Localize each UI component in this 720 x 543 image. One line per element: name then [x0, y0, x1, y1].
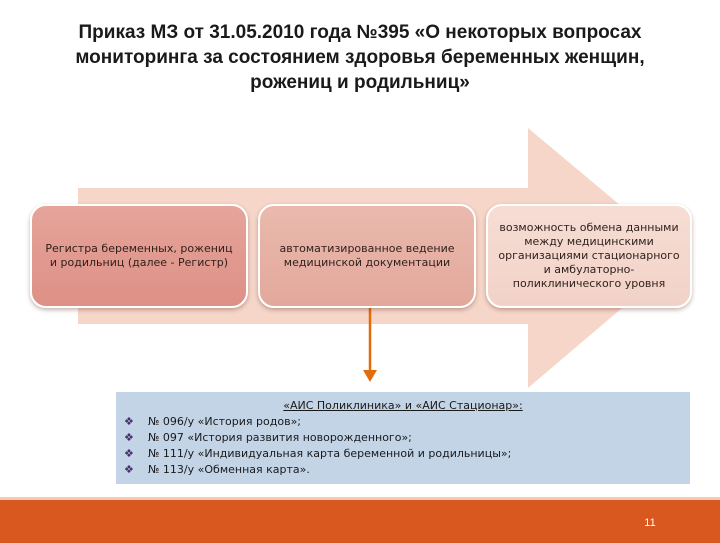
title-line-1: Приказ МЗ от 31.05.2010 года №395 «О некоторых вопросах	[78, 22, 642, 43]
list-item	[124, 414, 682, 430]
list-item	[124, 462, 682, 478]
list-item-text: № 097 «История развития новорожденного»;	[148, 431, 412, 444]
diamond-bullet-icon: ❖	[124, 431, 134, 444]
connector-arrowhead	[363, 370, 377, 382]
info-header: «АИС Поликлиника» и «АИС Стационар»:	[283, 399, 523, 412]
title-line-2: мониторинга за состоянием здоровья беременных женщин,	[75, 47, 645, 68]
info-panel	[116, 392, 690, 484]
box-registry-text: Регистра беременных, рожениц и родильниц (далее - Регистр)	[45, 242, 233, 269]
page-number: 11	[644, 517, 656, 529]
diamond-bullet-icon: ❖	[124, 415, 134, 428]
diamond-bullet-icon: ❖	[124, 463, 134, 476]
list-item-text: № 096/у «История родов»;	[148, 415, 302, 428]
list-item	[124, 446, 682, 462]
footer-bar	[0, 497, 720, 543]
box-documentation-text: автоматизированное ведение медицинской документации	[279, 242, 455, 269]
diamond-bullet-icon: ❖	[124, 447, 134, 460]
box-registry	[30, 204, 248, 308]
title-line-3: рожениц и родильниц»	[250, 72, 470, 93]
box-data-exchange-text: возможность обмена данными между медицинскими организациями стационарного и амбулаторно-поликлинического уровня	[498, 221, 680, 290]
list-item-text: № 111/у «Индивидуальная карта беременной и родильницы»;	[148, 447, 512, 460]
list-item	[124, 430, 682, 446]
box-data-exchange	[486, 204, 692, 308]
list-item-text: № 113/у «Обменная карта».	[148, 463, 310, 476]
box-documentation	[258, 204, 476, 308]
forms-list	[124, 414, 682, 478]
